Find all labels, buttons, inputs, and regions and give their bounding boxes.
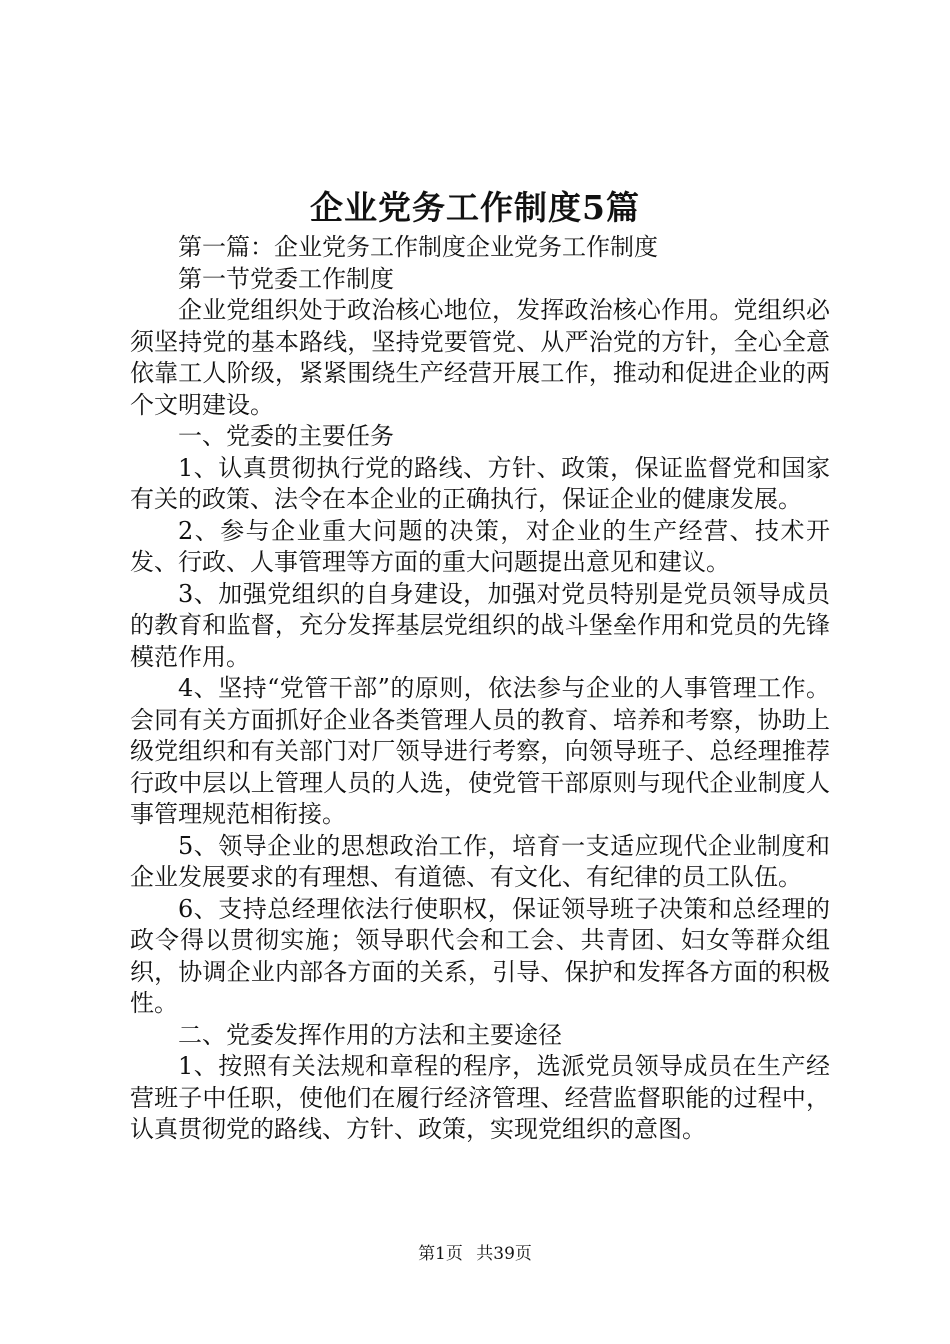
page-footer — [0, 1242, 950, 1266]
section-heading-chapter-one: 第一节党委工作制度 — [178, 264, 394, 293]
page-total: 共39页 — [476, 1244, 532, 1264]
paragraph-task-5: 5、领导企业的思想政治工作，培育一支适应现代企业制度和企业发展要求的有理想、有道德、有文化、有纪律的员工队伍。 — [130, 831, 830, 891]
subheading-methods: 二、党委发挥作用的方法和主要途径 — [178, 1020, 562, 1049]
subheading-main-tasks: 一、党委的主要任务 — [178, 422, 394, 450]
paragraph-task-6: 6、支持总经理依法行使职权，保证领导班子决策和总经理的政令得以贯彻实施；领导职代会和工会、共青团、妇女等群众组织，协调企业内部各方面的关系，引导、保护和发挥各方面的积极性。 — [130, 894, 830, 1017]
page-number: 第1页 — [418, 1244, 463, 1264]
paragraph-task-4: 4、坚持“党管干部”的原则，依法参与企业的人事管理工作。会同有关方面抓好企业各类管理人员的教育、培养和考察，协助上级党组织和有关部门对厂领导进行考察，向领导班子、总经理推荐行政中层以上管理人员的人选，使党管干部原则与现代企业制度人事管理规范相衔接。 — [130, 674, 830, 828]
section-heading-part-one: 第一篇：企业党务工作制度企业党务工作制度 — [178, 233, 658, 261]
paragraph-task-1: 1、认真贯彻执行党的路线、方针、政策，保证监督党和国家有关的政策、法令在本企业的正确执行，保证企业的健康发展。 — [130, 453, 830, 513]
paragraph-task-3: 3、加强党组织的自身建设，加强对党员特别是党员领导成员的教育和监督，充分发挥基层党组织的战斗堡垒作用和党员的先锋模范作用。 — [130, 579, 830, 671]
paragraph-intro: 企业党组织处于政治核心地位，发挥政治核心作用。党组织必须坚持党的基本路线，坚持党要管党、从严治党的方针，全心全意依靠工人阶级，紧紧围绕生产经营开展工作，推动和促进企业的两个文明建设。 — [130, 296, 830, 419]
document-title: 企业党务工作制度5篇 — [310, 188, 640, 227]
paragraph-task-2: 2、参与企业重大问题的决策，对企业的生产经营、技术开发、行政、人事管理等方面的重大问题提出意见和建议。 — [130, 516, 830, 576]
document-body — [130, 232, 830, 1146]
paragraph-method-1: 1、按照有关法规和章程的程序，选派党员领导成员在生产经营班子中任职，使他们在履行经济管理、经营监督职能的过程中，认真贯彻党的路线、方针、政策，实现党组织的意图。 — [130, 1052, 830, 1143]
